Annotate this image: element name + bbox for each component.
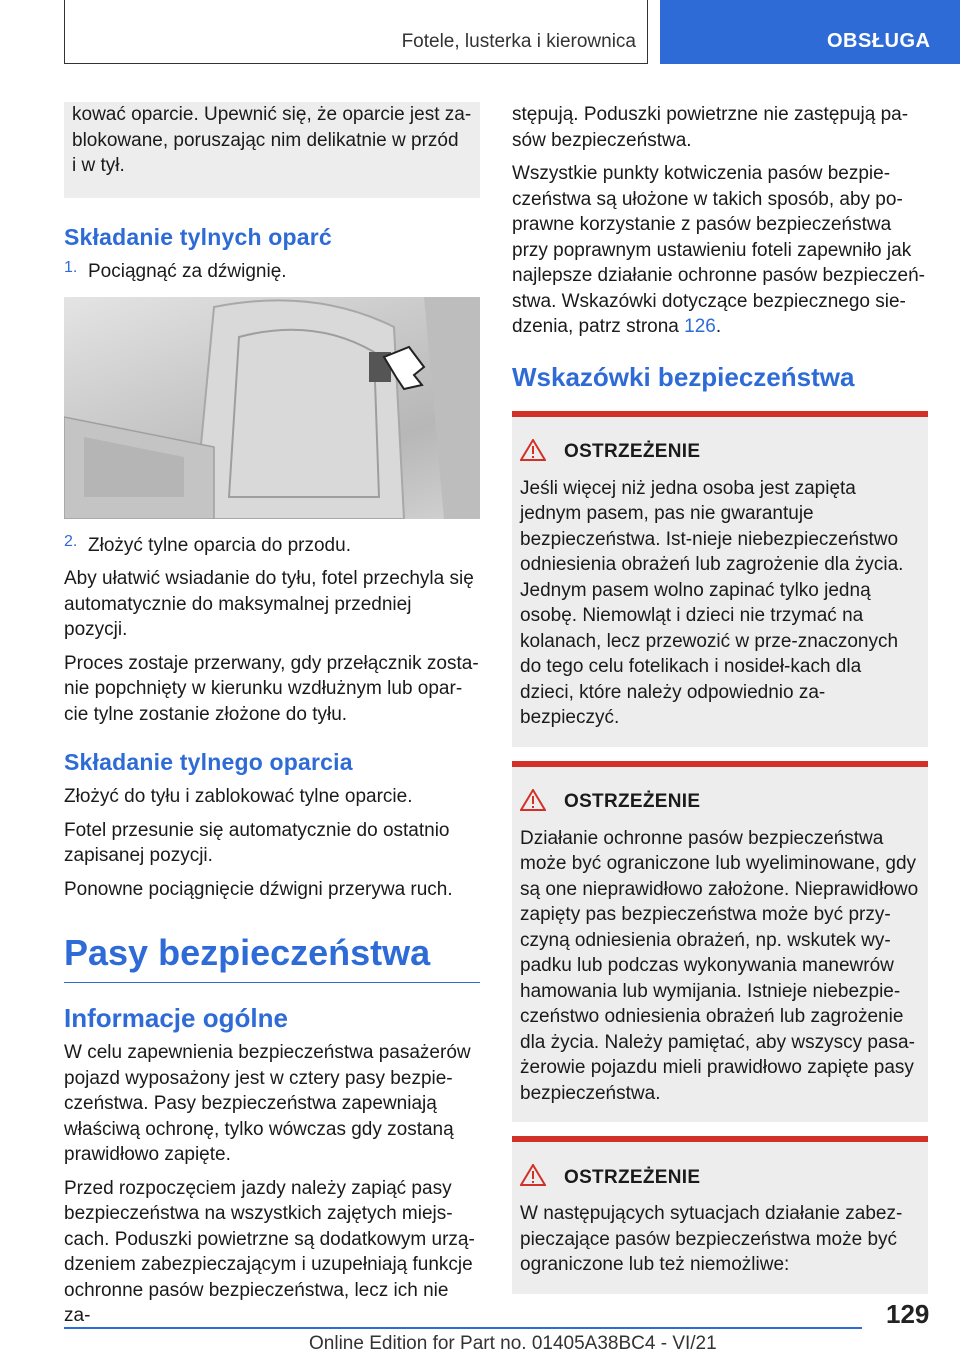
step-1 (64, 259, 480, 285)
warning-label: OSTRZEŻENIE (564, 1166, 701, 1188)
anchors-end: . (715, 316, 722, 337)
step-2-number: 2. (64, 532, 78, 550)
warning-text-2: Działanie ochronne pasów bezpieczeństwa może być ograniczone lub wyeliminowane, gdy są one nieprawidłowo założone. Nieprawidłowo zapięty pas bezpieczeństwa może być przy-czyną odniesienia obrażeń, np. wskutek wy-padku lub podczas wykonywania manewrów hamowania lub wymijania. Istnieje niebezpie-czeństwo odniesienia obrażeń lub zagrożenie dla życia. Należy pamiętać, aby wszyscy pasa-żerowie pojazdu mieli prawidłowo zapięte pasy bezpieczeństwa. (520, 827, 919, 1104)
paragraph-position: Fotel przesunie się automatycznie do ostatnio zapisanej pozycji. (64, 819, 450, 866)
header-section-tab (660, 0, 960, 64)
paragraph-stop: Ponowne pociągnięcie dźwigni przerywa ruch. (64, 878, 453, 900)
step-2-text: Złożyć tylne oparcia do przodu. (88, 534, 351, 556)
warning-box-1 (512, 411, 928, 747)
warning-text-1: Jeśli więcej niż jedna osoba jest zapięta jednym pasem, pas nie gwarantuje bezpieczeństwa. Ist-nieje niebezpieczeństwo odniesienia obrażeń lub zagrożenie dla życia. Jednym pasem wolno zapinać tylko jedną osobę. Niemowląt i dzieci nie trzymać na kolanach, lecz przewozić w prze-znaczonych do tego celu fotelikach i nosideł-kach dla dzieci, które należy odpowiednio za-bezpieczyć. (520, 477, 904, 728)
step-1-text: Pociągnąć za dźwignię. (88, 261, 287, 282)
warning-triangle-icon (520, 439, 564, 466)
left-column (64, 102, 480, 1337)
paragraph-anchors (512, 161, 928, 340)
warning-text-3: W następujących sytuacjach działanie zabez-pieczające pasów bezpieczeństwa może być ograniczone lub też niemożliwe: (520, 1203, 903, 1275)
paragraph-interrupt: Proces zostaje przerwany, gdy przełącznik zosta-nie popchnięty w kierunku wzdłużnym lub opar-cie tylne zostanie złożone do tyłu. (64, 652, 479, 725)
footer-rule (64, 1327, 862, 1329)
warning-triangle-icon (520, 1164, 564, 1191)
warning-label: OSTRZEŻENIE (564, 791, 701, 812)
header-tab-label: OBSŁUGA (827, 30, 931, 52)
heading-safety-notes: Wskazówki bezpieczeństwa (512, 361, 855, 392)
heading-fold-rear: Składanie tylnych oparć (64, 224, 332, 250)
page-number: 129 (886, 1299, 930, 1329)
paragraph-fold-lock: Złożyć do tyłu i zablokować tylne oparcie. (64, 786, 413, 807)
seat-illustration (64, 297, 480, 519)
note-text: kować oparcie. Upewnić się, że oparcie jest za- blokowane, poruszając nim delikatnie w przód i w tył. (72, 104, 472, 176)
warning-label: OSTRZEŻENIE (564, 441, 701, 462)
step-1-number: 1. (64, 259, 78, 276)
heading-general-info: Informacje ogólne (64, 1003, 288, 1033)
seat-lever-photo (64, 297, 480, 519)
page-link-126[interactable]: 126 (684, 316, 716, 337)
right-column (512, 102, 928, 1308)
heading-fold-back: Składanie tylnego oparcia (64, 749, 353, 775)
paragraph-airbags: stępują. Poduszki powietrzne nie zastępują pa-sów bezpieczeństwa. (512, 104, 909, 151)
warning-box-2 (512, 761, 928, 1123)
header-title: Fotele, lusterka i kierownica (401, 31, 636, 52)
warning-triangle-icon (520, 789, 564, 816)
continued-note (64, 102, 480, 198)
footer-edition: Online Edition for Part no. 01405A38BC4 - VI/21 (309, 1333, 717, 1354)
paragraph-four-belts: W celu zapewnienia bezpieczeństwa pasażerów pojazd wyposażony jest w cztery pasy bezpie-czeństwa. Pasy bezpieczeństwa zapewniają właściwą ochronę, tylko wówczas gdy zostaną prawidłowo zapięte. (64, 1042, 471, 1165)
heading-seat-belts: Pasy bezpieczeństwa (64, 932, 480, 983)
warning-box-3 (512, 1136, 928, 1294)
step-2 (64, 533, 480, 559)
paragraph-fasten-belts: Przed rozpoczęciem jazdy należy zapiąć pasy bezpieczeństwa na wszystkich zajętych miejs-cach. Poduszki powietrzne są dodatkowym urzą-dzeniem zabezpieczającym i uzupełniają funkcje ochronne pasów bezpieczeństwa, lecz ich nie za- (64, 1177, 475, 1326)
anchors-text: Wszystkie punkty kotwiczenia pasów bezpie-czeństwa są ułożone w takich sposób, aby po-prawne korzystanie z pasów bezpieczeństwa przy poprawnym ustawieniu foteli zapewniło jak najlepsze działanie ochronne pasów bezpieczeń-stwa. Wskazówki dotyczące bezpiecznego sie-dzenia, patrz strona (512, 163, 925, 337)
paragraph-tilt: Aby ułatwić wsiadanie do tyłu, fotel przechyla się automatycznie do maksymalnej przedniej pozycji. (64, 568, 474, 640)
